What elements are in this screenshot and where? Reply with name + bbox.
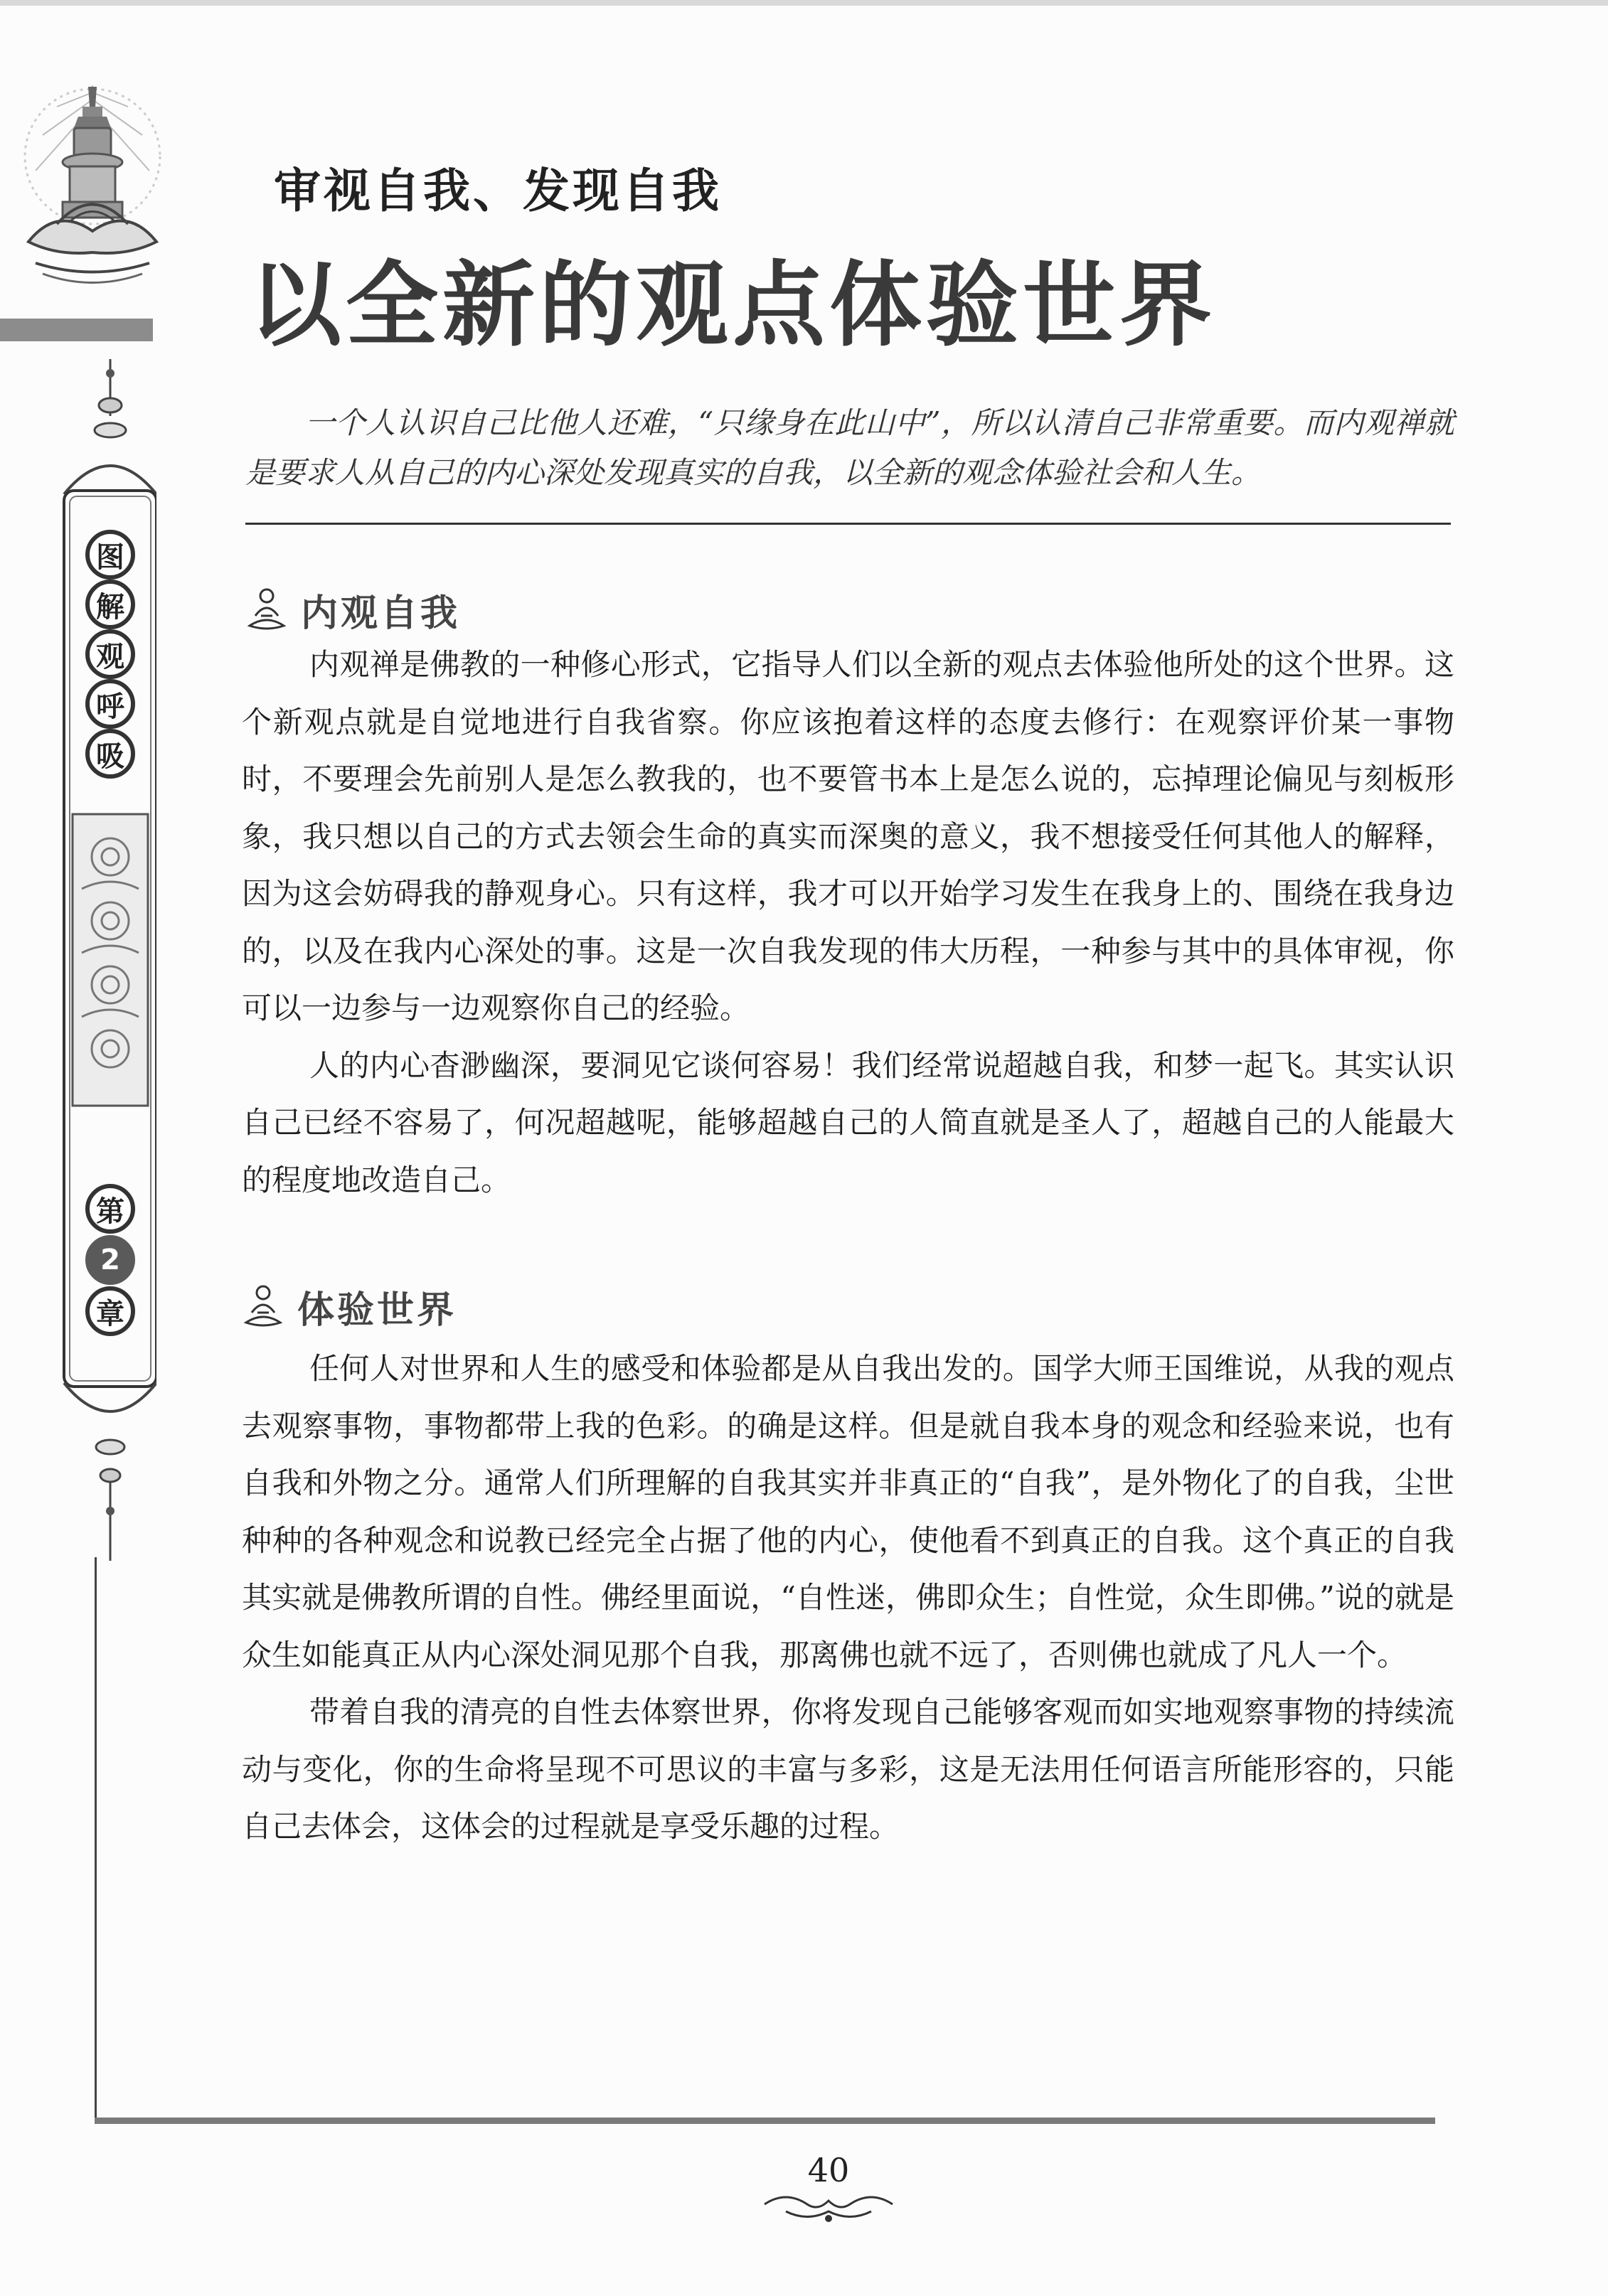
chapter-char: 章 [85, 1286, 135, 1336]
section-title: 体验世界 [297, 1288, 457, 1332]
book-title-char: 呼 [85, 679, 135, 729]
page-subtitle: 审视自我、发现自我 [274, 164, 722, 218]
body-paragraph: 人的内心杳渺幽深，要洞见它谈何容易！我们经常说超越自我，和梦一起飞。其实认识自己已经不容易了，何况超越呢，能够超越自己的人简直就是圣人了，超越自己的人能最大的程度地改造自己。 [242, 1047, 1454, 1197]
page-number: 40 [807, 2151, 850, 2189]
body-paragraph: 任何人对世界和人生的感受和体验都是从自我出发的。国学大师王国维说，从我的观点去观察事物，事物都带上我的色彩。的确是这样。但是就自我本身的观念和经验来说，也有自我和外物之分。通常人们所理解的自我其实并非真正的“自我”，是外物化了的自我，尘世种种的各种观念和说教已经完全占据了他的内心，使他看不到真正的自我。这个真正的自我其实就是佛教所谓的自性。佛经里面说，“自性迷，佛即众生；自性觉，众生即佛。”说的就是众生如能真正从内心深处洞见那个自我，那离佛也就不远了，否则佛也就成了凡人一个。 [242, 1351, 1454, 1672]
body-paragraph: 带着自我的清亮的自性去体察世界，你将发现自己能够客观而如实地观察事物的持续流动与变化，你的生命将呈现不可思议的丰富与多彩，这是无法用任何语言所能形容的，只能自己去体会，这体会的过程就是享受乐趣的过程。 [242, 1694, 1454, 1844]
book-title-char: 解 [85, 580, 135, 629]
section-body [242, 1340, 1454, 1856]
margin-rule [95, 1557, 97, 2119]
book-title-char: 观 [85, 629, 135, 679]
meditating-monk-icon [242, 1284, 284, 1330]
intro-paragraph: 一个人认识自己比他人还难，“只缘身在此山中”，所以认清自己非常重要。而内观禅就是要求人从自己的内心深处发现真实的自我，以全新的观念体验社会和人生。 [245, 405, 1454, 490]
body-paragraph: 内观禅是佛教的一种修心形式，它指导人们以全新的观点去体验他所处的这个世界。这个新观点就是自觉地进行自我省察。你应该抱着这样的态度去修行：在观察评价某一事物时，不要理会先前别人是怎么教我的，也不要管书本上是怎么说的，忘掉理论偏见与刻板形象，我只想以自己的方式去领会生命的真实而深奥的意义，我不想接受任何其他人的解释，因为这会妨碍我的静观身心。只有这样，我才可以开始学习发生在我身上的、围绕在我身边的，以及在我内心深处的事。这是一次自我发现的伟大历程，一种参与其中的具体审视，你可以一边参与一边观察你自己的经验。 [242, 647, 1454, 1025]
section-title: 内观自我 [301, 592, 461, 635]
section-heading [245, 583, 460, 636]
book-title-char: 图 [85, 530, 135, 580]
intro-divider [245, 523, 1451, 525]
header-band [0, 319, 153, 341]
ornament-flourish-icon [757, 2190, 900, 2226]
chapter-char: 第 [85, 1184, 135, 1234]
stupa-emblem-icon [14, 78, 171, 313]
meditating-monk-icon [245, 587, 288, 633]
scan-edge [0, 0, 1608, 6]
book-title-char: 吸 [85, 729, 135, 779]
chapter-scroll [50, 359, 156, 1561]
footer-rule [95, 2118, 1435, 2124]
section-body [242, 636, 1454, 1209]
page-title: 以全新的观点体验世界 [249, 250, 1217, 359]
section-heading [242, 1280, 457, 1333]
chapter-number: 2 [85, 1235, 135, 1285]
